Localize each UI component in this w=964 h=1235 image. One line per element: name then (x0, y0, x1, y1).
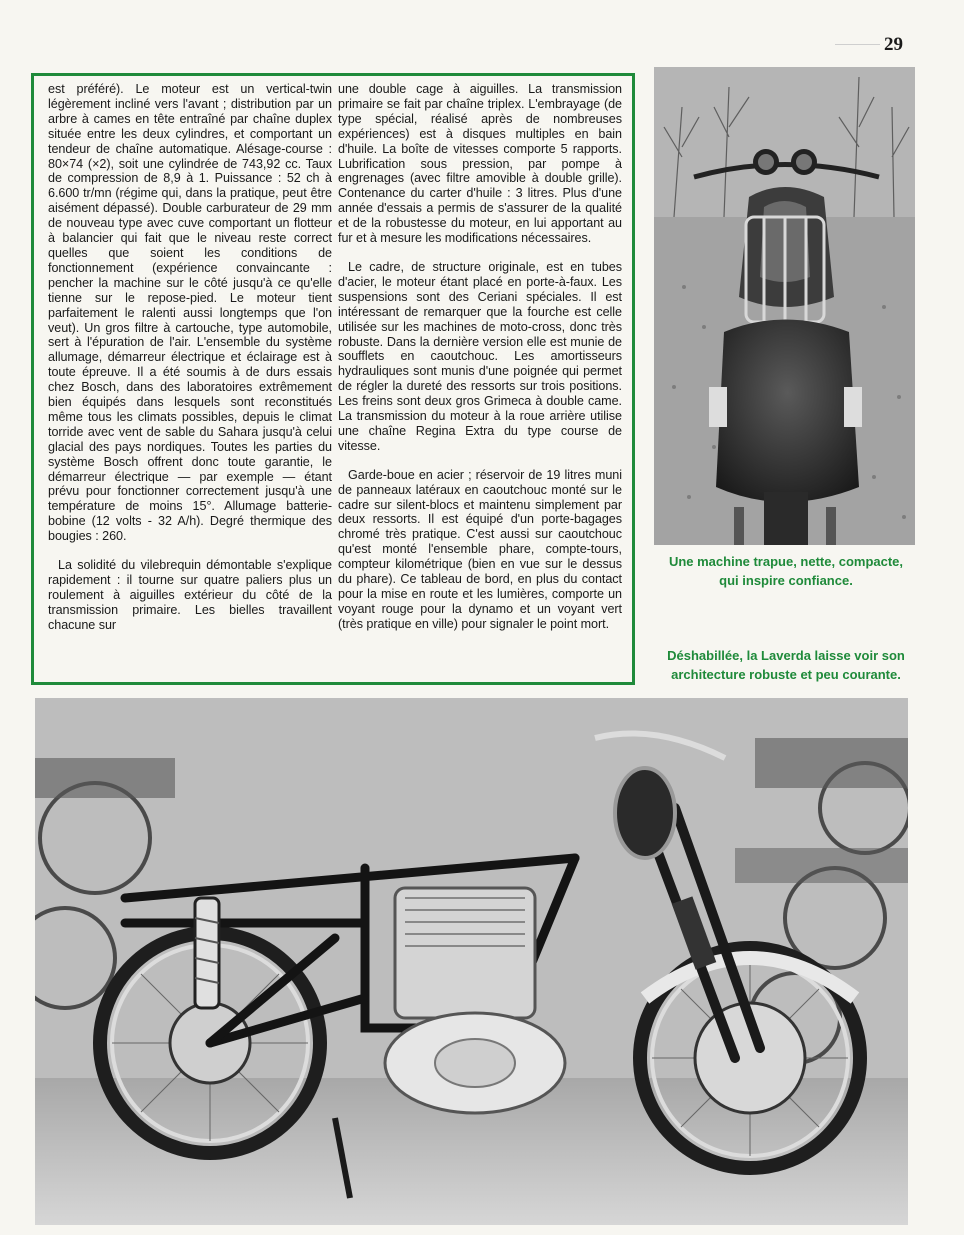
paragraph: La solidité du vilebrequin démontable s'explique rapidement : il tourne sur quatre paliers plus un roulement à aiguilles extérieur du côté de la transmission primaire. Les bielles travaillent chacune sur (48, 558, 332, 632)
article-column-right (338, 82, 622, 678)
header-rule (835, 44, 880, 45)
paragraph: Le cadre, de structure originale, est en tubes d'acier, le moteur étant placé en porte-à-faux. Les suspensions sont des Ceriani spéciales. Il est intéressant de remarquer que la fourche est celle utilisée sur les machines de moto-cross, donc très robuste. Dans la dernière version elle est munie de soufflets en caoutchouc. Les amortisseurs hydrauliques sont munis d'une poignée qui permet de régler la dureté des ressorts sur trois positions. Les freins sont deux gros Grimeca à double came. La transmission du moteur à la roue arrière utilise une chaîne Regina Extra du type course de vitesse. (338, 259, 622, 453)
photo-caption-top: Une machine trapue, nette, compacte, qui inspire confiance. (668, 554, 904, 588)
photo-motorcycle-rear-view (654, 67, 915, 545)
paragraph: une double cage à aiguilles. La transmission primaire se fait par chaîne triplex. L'embrayage (de type spécial, réalisé après de nombreuses expériences) est à disques multiples en bain d'huile. La boîte de vitesses comporte 5 rapports. Lubrification sous pression, par pompe à engrenages (avec filtre amovible à double grille). Contenance du carter d'huile : 3 litres. Plus d'une année d'essais a permis de s'assurer de la qualité et de la robustesse du moteur, en lui apportant au fur et à mesure les modifications nécessaires. (338, 82, 622, 246)
photo-motorcycle-frame (35, 698, 908, 1225)
page-number: 29 (884, 34, 903, 55)
paragraph: est préféré). Le moteur est un vertical-twin légèrement incliné vers l'avant ; distribution par un arbre à cames en tête entraîné par chaîne duplex située entre les deux cylindres, et comportant un tendeur de chaîne automatique. Alésage-course : 80×74 (×2), soit une cylindrée de 743,92 cc. Taux de compression de 8,9 à 1. Puissance : 52 ch à 6.600 tr/mn (régime qui, dans la pratique, peut être aisément dépassé). Double carburateur de 29 mm de nouveau type avec cuve comportant un flotteur à balancier qui fait que le niveau reste correct quelles que soient les conditions de fonctionnement (expérience convaincante : pencher la machine sur le côté jusqu'à ce qu'elle tienne sur le repose-pied. Le moteur tient parfaitement le ralenti aussi longtemps que l'on veut). Un gros filtre à cartouche, type automobile, sert à l'épuration de l'air. L'ensemble du système allumage, démarreur électrique et éclairage est à toute épreuve. Il a été soumis à de durs essais chez Bosch, dans des laboratoires extrêmement bien équipés dans lesquels sont reconstitués même tous les climats possibles, depuis le climat torride avec vent de sable du Sahara jusqu'à celui glacial des pays nordiques. Toutes les parties du système Bosch offrent donc toute garantie, le démarreur électrique — par exemple — étant prévu pour fonctionner correctement jusqu'à une température de moins 15°. Allumage batterie-bobine (12 volts - 32 A/h). Degré thermique des bougies : 260. (48, 82, 332, 544)
article-column-left (48, 82, 332, 678)
photo-caption-bottom: Déshabillée, la Laverda laisse voir son architecture robuste et peu courante. (667, 648, 905, 682)
article-text-box (31, 73, 635, 685)
paragraph: Garde-boue en acier ; réservoir de 19 litres muni de panneaux latéraux en caoutchouc monté sur le cadre sur silent-blocs et maintenu simplement par deux ressorts. Il est équipé d'un porte-bagages chromé très pratique. C'est aussi sur caoutchouc qu'est monté l'ensemble phare, compte-tours, compteur kilométrique (bien en vue sur le dessus du phare). Ce tableau de bord, en plus du contact pour la mise en route et les lumières, comporte un voyant rouge pour la dynamo et un voyant vert (très pratique en ville) pour signaler le point mort. (338, 467, 622, 631)
article-columns (48, 82, 622, 678)
